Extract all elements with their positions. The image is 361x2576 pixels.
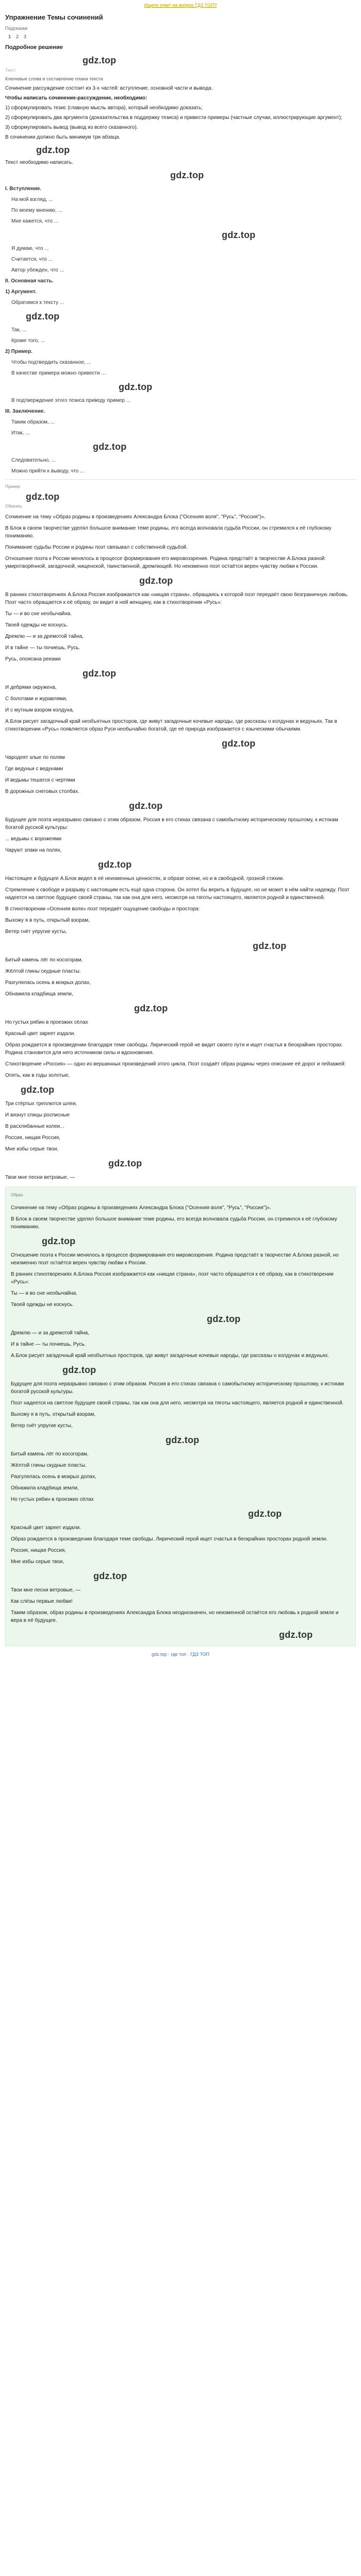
outline-item: В качестве примера можно привести ... — [11, 370, 106, 376]
watermark: gdz.top — [207, 1313, 241, 1324]
essay-paragraph: Ветер гнёт упругие кусты, — [5, 929, 67, 935]
essay-paragraph: Настоящее и будущее А.Блок видел в её неизменных ценностях, в образе осени, но и в свободной, грозной стихии. — [5, 876, 284, 882]
essay-paragraph: В расхлябанные колеи... — [5, 1124, 64, 1129]
second-paragraph: Битый камень лёг по косогорам, — [11, 1451, 89, 1457]
watermark: gdz.top — [119, 381, 153, 392]
second-paragraph: И в тайне — ты почиешь, Русь. — [11, 1342, 86, 1347]
essay-paragraph: Чародеят злые по полям — [5, 755, 65, 760]
example-tag: Образец — [5, 504, 22, 509]
essay-paragraph: И с мутным взором колдуна, — [5, 707, 74, 713]
essay-paragraph: Образ рождается в произведении благодаря теме свободы. Лирический герой не видит своего пути и ищет счастья в бескрайних просторах. Родина становится для него источником силы и вдохновения. — [5, 1042, 343, 1056]
essay-paragraph: ... ведьмы с ворожеями — [5, 836, 62, 842]
page-title: Упражнение Темы сочинений — [5, 13, 103, 21]
plan-intro: Сочинение рассуждение состоит из 3-х частей: вступление, основной части и вывода. — [5, 86, 213, 91]
second-paragraph: Дремлю — и за дремотой тайна, — [11, 1330, 89, 1336]
example-label: Пример — [5, 484, 21, 489]
watermark: gdz.top — [279, 1629, 313, 1640]
essay-paragraph: Опять, как в годы золотые, — [5, 1073, 70, 1078]
watermark: gdz.top — [93, 441, 127, 452]
outline-item: Итак, ... — [11, 430, 30, 436]
second-paragraph: Как слёзы первые любви! — [11, 1599, 73, 1604]
watermark: gdz.top — [93, 1570, 127, 1581]
outline-item: На мой взгляд, ... — [11, 197, 53, 202]
second-paragraph: Ты — и во сне необычайна. — [11, 1291, 77, 1296]
essay-paragraph: И ведьмы тешатся с чертями — [5, 777, 75, 783]
outline-item: I. Вступление. — [5, 186, 42, 192]
watermark: gdz.top — [83, 55, 117, 65]
second-paragraph: Ветер гнёт упругие кусты, — [11, 1423, 73, 1429]
second-paragraph: Красный цвет зареет издали. — [11, 1525, 81, 1531]
essay-paragraph: Русь, опоясана реками — [5, 656, 61, 662]
ad-note: Текст — [5, 67, 16, 73]
outline-item: Следовательно, ... — [11, 457, 56, 463]
essay-paragraph: Россия, нищая Россия, — [5, 1135, 61, 1141]
essay-paragraph: Обнажила кладбища земли, — [5, 991, 73, 997]
essay-paragraph: Будущее для поэта неразрывно связано с этим образом. Россия в его стихах связана с самобытному историческому прошлому, к истокам богатой русской культуры: — [5, 817, 338, 831]
second-paragraph: Твоей одежды не коснусь. — [11, 1302, 74, 1308]
essay-heading: Сочинение на тему «Образ родины в произведениях Александра Блока ("Осенняя воля", "Русь", "Россия")». — [5, 514, 266, 520]
outline-item: Чтобы подтвердить сказанное, ... — [11, 360, 91, 365]
watermark: gdz.top — [139, 575, 173, 586]
essay-paragraph: Красный цвет зареет издали. — [5, 1031, 75, 1037]
plan-question: Чтобы написать сочинение-рассуждение, необходимо: — [5, 95, 147, 101]
outline — [5, 185, 356, 475]
watermark: gdz.top — [248, 1508, 282, 1519]
second-paragraph: Поэт надеется на светлое будущее своей страны, так как она для него, несмотря на тяготы настоящего, является родной и единственной. — [11, 1400, 344, 1406]
outline-item: По моему мнению, ... — [11, 208, 62, 213]
outline-item: Считается, что ... — [11, 257, 53, 262]
second-paragraph: Жёлтой глины скудные пласты. — [11, 1463, 87, 1468]
second-paragraph: А.Блок рисует загадочный край необъятных просторов, где живут загадочные кочевые народы, где рассказы о колдунах и ведуньях. — [11, 1353, 330, 1359]
top-banner — [5, 0, 356, 10]
solution-title: Подробное решение — [5, 44, 63, 50]
essay-paragraph: Где ведуньи с ведунами — [5, 766, 63, 772]
banner-link[interactable]: Ищете ответ на вопрос ГДЗ ТОП? — [144, 3, 217, 8]
watermark: gdz.top — [166, 1434, 200, 1445]
second-paragraph: Сочинение на тему «Образ родины в произведениях Александра Блока ("Осенняя воля", "Русь", "Россия")». — [11, 1205, 271, 1211]
watermark: gdz.top — [62, 1364, 96, 1375]
essay-paragraph: Битый камень лёг по косогорам, — [5, 957, 83, 963]
watermark: gdz.top — [170, 170, 204, 180]
outline-item: Мне кажется, что ... — [11, 218, 59, 224]
essay-paragraph: Выхожу я в путь, открытый взорам, — [5, 918, 90, 923]
second-paragraph: Разгулялась осень в мокрых долах, — [11, 1474, 96, 1480]
watermark: gdz.top — [222, 229, 256, 240]
second-paragraph: Таким образом, образ родины в произведениях Александра Блока неоднозначен, но неизменной остаётся его любовь к родной земле и вера в её будущее. — [11, 1610, 339, 1623]
outline-item: II. Основная часть. — [5, 278, 54, 284]
outline-item: В подтверждение этого тезиса приведу пример ... — [11, 398, 130, 403]
plan-step-2: 2) сформулировать два аргумента (доказательства в поддержку тезиса) и привести примеры (частные случаи, иллюстрирующие аргумент); — [5, 115, 342, 121]
second-paragraph: Образ рождается в произведении благодаря теме свободы. Лирический герой ищет счастья в бескрайних просторах родной земли. — [11, 1536, 328, 1542]
essay-paragraph: В ранних стихотворениях А.Блока Россия изображается как «нищая страна», обращаясь к которой поэт передаёт свою безграничную любовь. Поэт часто обращается к её образу, он видит в ней женщину, как в стихотворении «Русь»: — [5, 592, 349, 605]
second-paragraph: Россия, нищая Россия, — [11, 1548, 67, 1553]
outline-item: III. Заключение. — [5, 409, 45, 414]
outline-item: Так, ... — [11, 327, 27, 333]
watermark: gdz.top — [83, 668, 117, 679]
essay-paragraph: Мне избы серые твои, — [5, 1146, 59, 1152]
second-paragraph: В ранних стихотворениях А.Блока Россия изображается как «нищая страна», поэт часто обращается к её образу, как в стихотворении «Русь»: — [11, 1272, 334, 1285]
second-solution — [5, 1187, 356, 1646]
outline-item: 1) Аргумент. — [5, 289, 37, 295]
plan-note: Ключевые слова и составление плана текста — [5, 76, 103, 81]
essay-paragraph: В Блок в своем творчестве уделял большое внимание теме родины, его всегда волновала судьба России, он стремился к её глубокому пониманию. — [5, 526, 332, 539]
watermark: gdz.top — [21, 1084, 55, 1095]
essay-paragraph: В стихотворении «Осенняя воля» поэт передаёт ощущение свободы и простора: — [5, 906, 200, 912]
outline-item: Обратимся к тексту ... — [11, 300, 64, 306]
second-paragraph: Твои мне песни ветровые, — — [11, 1587, 81, 1593]
essay-paragraph: Три стёртых треплются шлеи, — [5, 1101, 77, 1107]
pagination — [5, 33, 356, 41]
essay-paragraph: Стихотворение «Россия» — одно из вершинных произведений этого цикла. Поэт создаёт образ родины через описание её дорог и пейзажей: — [5, 1061, 346, 1067]
hints-label: Подсказки — [5, 26, 28, 31]
watermark: gdz.top — [108, 1158, 142, 1168]
second-paragraph: В Блок в своем творчестве уделял большое внимание теме родины, его всегда волновала судьба России, он стремился к её глубокому пониманию. — [11, 1216, 337, 1230]
watermark: gdz.top — [98, 859, 132, 870]
outline-item: Можно прийти к выводу, что ... — [11, 468, 85, 474]
essay-paragraph: Стремление к свободе и разрыву с настоящим есть ещё одна сторона. Он хотел бы верить в будущее, но не может в нём найти надежду. Поэт надеется на светлое будущее своей страны, так как она для него, несмотря на тяготы настоящего, является родной и единственной. — [5, 887, 350, 901]
essay-paragraph: Дремлю — и за дремотой тайна, — [5, 634, 84, 639]
outline-item: Я думаю, что ... — [11, 246, 49, 251]
watermark: gdz.top — [134, 1003, 168, 1013]
second-solution-tag: Образ — [11, 1193, 23, 1197]
essay-paragraph: И в тайне — ты почиешь, Русь. — [5, 645, 80, 651]
second-paragraph: Обнажила кладбища земли, — [11, 1485, 79, 1491]
watermark: gdz.top — [222, 738, 256, 749]
essay-paragraph: С болотами и журавлями, — [5, 696, 68, 702]
footer-link[interactable]: gdz.top · где топ · ГДЗ ТОП — [152, 1652, 209, 1657]
outline-item: Автор убежден, что ... — [11, 267, 64, 273]
watermark: gdz.top — [36, 144, 70, 155]
page-link-1[interactable]: 1 — [8, 33, 11, 39]
watermark: gdz.top — [129, 800, 163, 811]
essay-paragraph: Разгулялась осень в мокрых долах, — [5, 980, 91, 986]
essay-paragraph: А.Блок рисует загадочный край необъятных просторов, где живут загадочные кочевые народы, где рассказы о колдунах и ведуньях. Так в стихотворении «Русь» появляется образ Руси необычайно богатой, где её природа изображается с языческими обычаями. — [5, 719, 337, 732]
essay-paragraph: Чаруют злаки на полях, — [5, 848, 62, 853]
second-paragraph: Но густых рябин в проезжих сёлах — [11, 1497, 94, 1502]
divider — [5, 479, 356, 480]
watermark: gdz.top — [253, 940, 287, 951]
essay-paragraph: И вязнут спицы росписные — [5, 1112, 70, 1118]
second-paragraph: Отношение поэта к России менялось в процессе формирования его мировоззрения. Родина предстаёт в творчестве А.Блока разной, но неизменно поэт остаётся верен чувству любви к России. — [11, 1252, 339, 1266]
plan-step-3: 3) сформулировать вывод (вывод из всего сказанного). — [5, 125, 138, 130]
essay-paragraph: Твоей одежды не коснусь. — [5, 622, 68, 628]
essay-paragraph: Ты — и во сне необычайна. — [5, 611, 72, 617]
essay-paragraph: Понимание судьбы России и родины поэт связывал с собственной судьбой. — [5, 545, 188, 550]
watermark: gdz.top — [42, 1235, 76, 1246]
plan-more: Текст необходимо написать. — [5, 160, 73, 165]
watermark: gdz.top — [26, 491, 60, 502]
page-link-2[interactable]: 2 — [16, 33, 19, 39]
footer — [5, 1651, 356, 1658]
essay-paragraph: Отношение поэта к России менялось в процессе формирования его мировоззрения. Родина предстаёт в творчестве А.Блока разной: умиротворённой, загадочной, нищенской, таинственной, дремлющей. Но неизменно поэт остаётся верен чувству любви к России. — [5, 556, 326, 569]
essay-paragraph: Жёлтой глины скудные пласты. — [5, 969, 81, 974]
outline-item: Кроме того, ... — [11, 338, 45, 344]
second-paragraph: Мне избы серые твои, — [11, 1559, 64, 1565]
plan-remark: В сочинении должно быть минимум три абзаца. — [5, 134, 121, 140]
essay-paragraph: И дебрями окружена, — [5, 685, 57, 690]
essay-paragraph: Но густых рябин в проезжих сёлах — [5, 1020, 88, 1025]
second-paragraph: Будущее для поэта неразрывно связано с этим образом. Россия в его стихах связана с самобытному историческому прошлому, к истокам богатой русской культуры. — [11, 1381, 344, 1395]
second-paragraph: Выхожу я в путь, открытый взорам, — [11, 1412, 96, 1417]
plan-step-1: 1) сформулировать тезис (главную мысль автора), который необходимо доказать; — [5, 105, 203, 111]
watermark: gdz.top — [26, 311, 60, 321]
outline-item: Таким образом, ... — [11, 419, 55, 425]
essay — [5, 513, 356, 1181]
page-link-3[interactable]: 3 — [24, 33, 27, 39]
essay-paragraph: Твои мне песни ветровые, — — [5, 1175, 75, 1180]
essay-paragraph: В дорожных снеговых столбах. — [5, 789, 79, 794]
outline-item: 2) Пример. — [5, 349, 32, 354]
